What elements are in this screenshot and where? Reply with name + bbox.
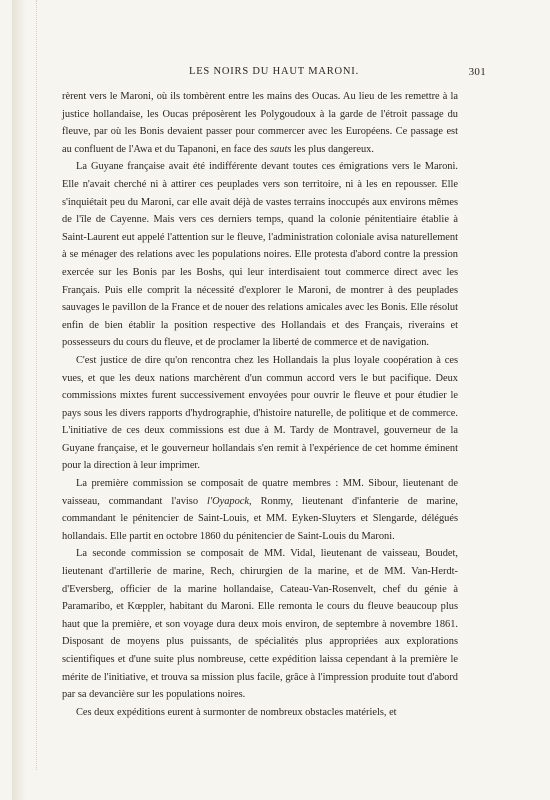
paragraph-2: La Guyane française avait été indifférente devant toutes ces émigrations vers le Maroni. Elle n'avait cherché ni à attirer ces peuplades vers son territoire, ni à les en repousser. Elle s'inquiétait peu du Maroni, car elle avait déjà de vastes terrains inoccupés aux environs mêmes de l'île de Cayenne. Mais vers ces derniers temps, quand la colonie pénitentiaire établie à Saint-Laurent eut appelé l'attention sur le fleuve, l'administration coloniale avisa naturellement à se ménager des relations avec les populations noires. Elle protesta d'abord contre la pression exercée sur les Bonis par les Boshs, qui leur interdisaient tout commerce direct avec les Français. Puis elle comprit la nécessité d'explorer le Maroni, de montrer à des peuplades sauvages le pavillon de la France et de nouer des relations amicales avec les Bonis. Elle résolut enfin de bien établir la position respective des Hollandais et des Français, riverains et possesseurs du cours du fleuve, et de proclamer la liberté de commerce et de navigation. [62,161,458,349]
paragraph-4-text-b: , Ronmy, lieutenant d'infanterie de marine, commandant le pénitencier de Saint-Louis, et MM. Eyken-Sluyters et Slengarde, délégués hollandais. Elle partit en octobre 1860 du pénitencier de Saint-Louis du Maroni. [62,495,458,542]
paragraph-4-italic: l'Oyapock [207,495,250,507]
page-number: 301 [468,66,486,78]
paragraph-3: C'est justice de dire qu'on rencontra chez les Hollandais la plus loyale coopération à ces vues, et que les deux nations marchèrent d'un commun accord vers le but pacifique. Deux commissions mixtes furent successivement envoyées pour ouvrir le fleuve et pour étudier le pays sous les divers rapports d'hydrographie, d'histoire naturelle, de politique et de commerce. L'initiative de ces deux commissions est due à M. Tardy de Montravel, gouverneur de la Guyane française, et le gouverneur hollandais s'en remit à l'expérience de cet homme éminent pour la direction à leur imprimer. [62,354,458,472]
paragraph-4-text-a: La première commission se composait de quatre membres : MM. Sibour, lieutenant de vaisseau, commandant l'aviso [62,478,458,507]
paragraph-1 [62,88,458,158]
paragraph-5: La seconde commission se composait de MM. Vidal, lieutenant de vaisseau, Boudet, lieutenant d'artillerie de marine, Rech, chirurgien de la marine, et de MM. Van-Herdt-d'Eversberg, officier de la marine hollandaise, Cateau-Van-Rosenvelt, chef du génie à Paramaribo, et Kœppler, habitant du Maroni. Elle remonta le cours du fleuve beaucoup plus haut que la première, et son voyage dura deux mois environ, de septembre à novembre 1861. Disposant de moyens plus puissants, de spécialités plus appropriées aux explorations scientifiques et d'une suite plus nombreuse, cette expédition laissa cependant à la première le mérite de l'initiative, et trouva sa mission plus facile, grâce à l'impression produite tout d'abord par sa devancière sur les populations noires. [62,548,458,701]
paragraph-1-text-a: rèrent vers le Maroni, où ils tombèrent entre les mains des Oucas. Au lieu de les remettre à la justice hollandaise, les Oucas préposèrent les Polygoudoux à la garde de l'étroit passage du fleuve, par où les Bonis devaient passer pour commercer avec les Européens. Ce passage est au confluent de l'Awa et du Tapanoni, en face des [62,91,458,155]
body-text [62,88,458,721]
paragraph-1-text-b: les plus dangereux. [291,143,374,155]
running-title: LES NOIRS DU HAUT MARONI. [188,66,360,77]
page-margin-line [36,0,37,770]
running-header [62,66,486,82]
paragraph-4 [62,475,458,545]
paragraph-6: Ces deux expéditions eurent à surmonter de nombreux obstacles matériels, et [76,706,397,718]
page-gutter-shadow [12,0,26,800]
paragraph-1-italic: sauts [270,143,292,155]
